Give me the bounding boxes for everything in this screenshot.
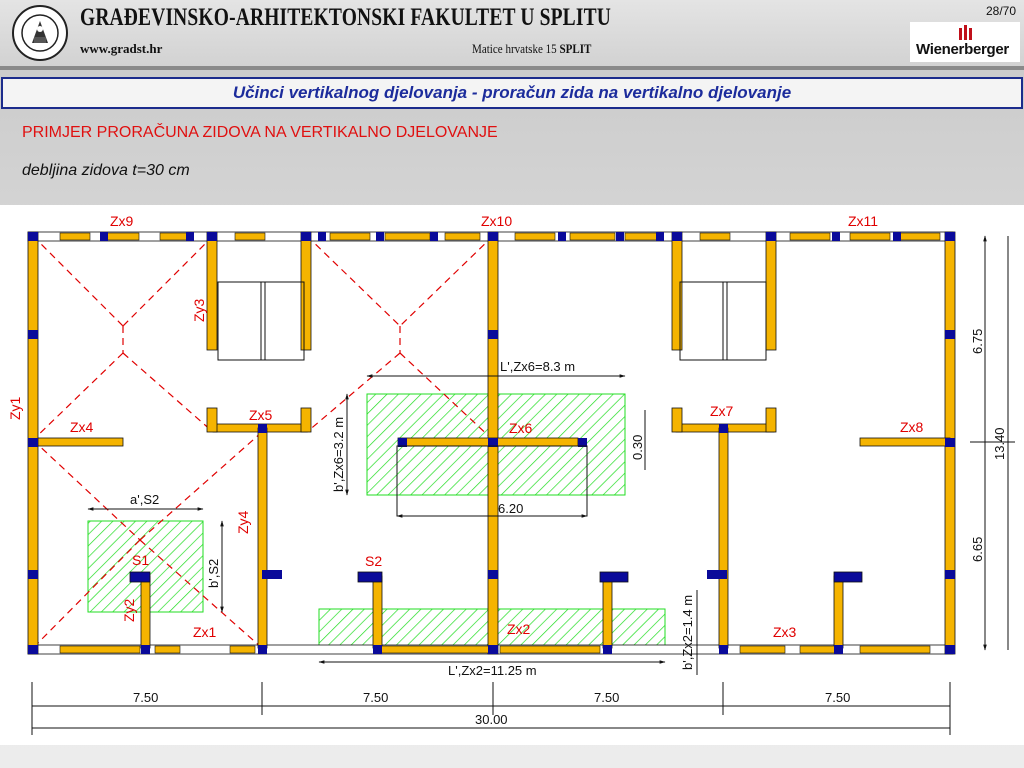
label-zx5: Zx5: [249, 407, 273, 423]
label-zy3: Zy3: [191, 298, 207, 322]
slide-header: [0, 0, 1024, 66]
label-s2: S2: [365, 553, 383, 569]
dim-zx2-length: L',Zx2=11.25 m: [448, 663, 537, 678]
dim-zx6-length: L',Zx6=8.3 m: [500, 359, 576, 374]
dim-right-total: 13.40: [992, 427, 1007, 460]
label-zx10: Zx10: [481, 213, 513, 229]
wall-thickness-note: debljina zidova t=30 cm: [22, 162, 190, 179]
logo-mark-icon: [910, 22, 1020, 42]
label-s1: S1: [132, 552, 150, 568]
slide-title: Učinci vertikalnog djelovanja - proračun zida na vertikalno djelovanje: [232, 83, 792, 102]
dim-zx2-width: b',Zx2=1.4 m: [680, 594, 695, 670]
dim-thickness: 0.30: [630, 434, 645, 460]
sponsor-logo: [910, 22, 1020, 62]
address: [472, 41, 591, 57]
page-number: 28/70: [985, 4, 1016, 18]
dim-right-bottom: 6.65: [970, 536, 985, 562]
label-zy2: Zy2: [121, 598, 137, 622]
dim-total-x: 30.00: [475, 712, 508, 727]
label-zy4: Zy4: [235, 510, 251, 534]
dim-right-top: 6.75: [970, 328, 985, 354]
dim-zx6-width: b',Zx6=3.2 m: [331, 416, 346, 492]
slide-title-box: [1, 77, 1023, 109]
dim-zx6-span: 6.20: [498, 501, 524, 516]
dim-s2-b: b',S2: [206, 558, 221, 588]
website-link[interactable]: www.gradst.hr: [80, 41, 163, 56]
university-seal-icon: [12, 5, 68, 61]
header-divider: [0, 66, 1024, 70]
floor-plan: [0, 205, 1024, 745]
label-zx7: Zx7: [710, 403, 734, 419]
dim-bay-3: 7.50: [594, 690, 620, 705]
label-zx11: Zx11: [848, 213, 879, 229]
label-zx1: Zx1: [193, 624, 217, 640]
street-address: Matice hrvatske 15: [472, 41, 557, 56]
institution-name: GRAĐEVINSKO-ARHITEKTONSKI FAKULTET U SPLITU: [80, 4, 611, 31]
dim-bay-2: 7.50: [363, 690, 389, 705]
example-heading: PRIMJER PRORAČUNA ZIDOVA NA VERTIKALNO DJELOVANJE: [22, 124, 498, 141]
label-zx2: Zx2: [507, 621, 531, 637]
logo-text: Wienerberger: [916, 41, 1009, 58]
label-zx3: Zx3: [773, 624, 797, 640]
label-zy1: Zy1: [7, 396, 23, 420]
dim-s2-a: a',S2: [130, 492, 160, 507]
label-zx6: Zx6: [509, 420, 533, 436]
label-zx9: Zx9: [110, 213, 134, 229]
dim-bay-1: 7.50: [133, 690, 159, 705]
label-zx8: Zx8: [900, 419, 924, 435]
city: SPLIT: [559, 41, 592, 56]
label-zx4: Zx4: [70, 419, 94, 435]
dim-bay-4: 7.50: [825, 690, 851, 705]
